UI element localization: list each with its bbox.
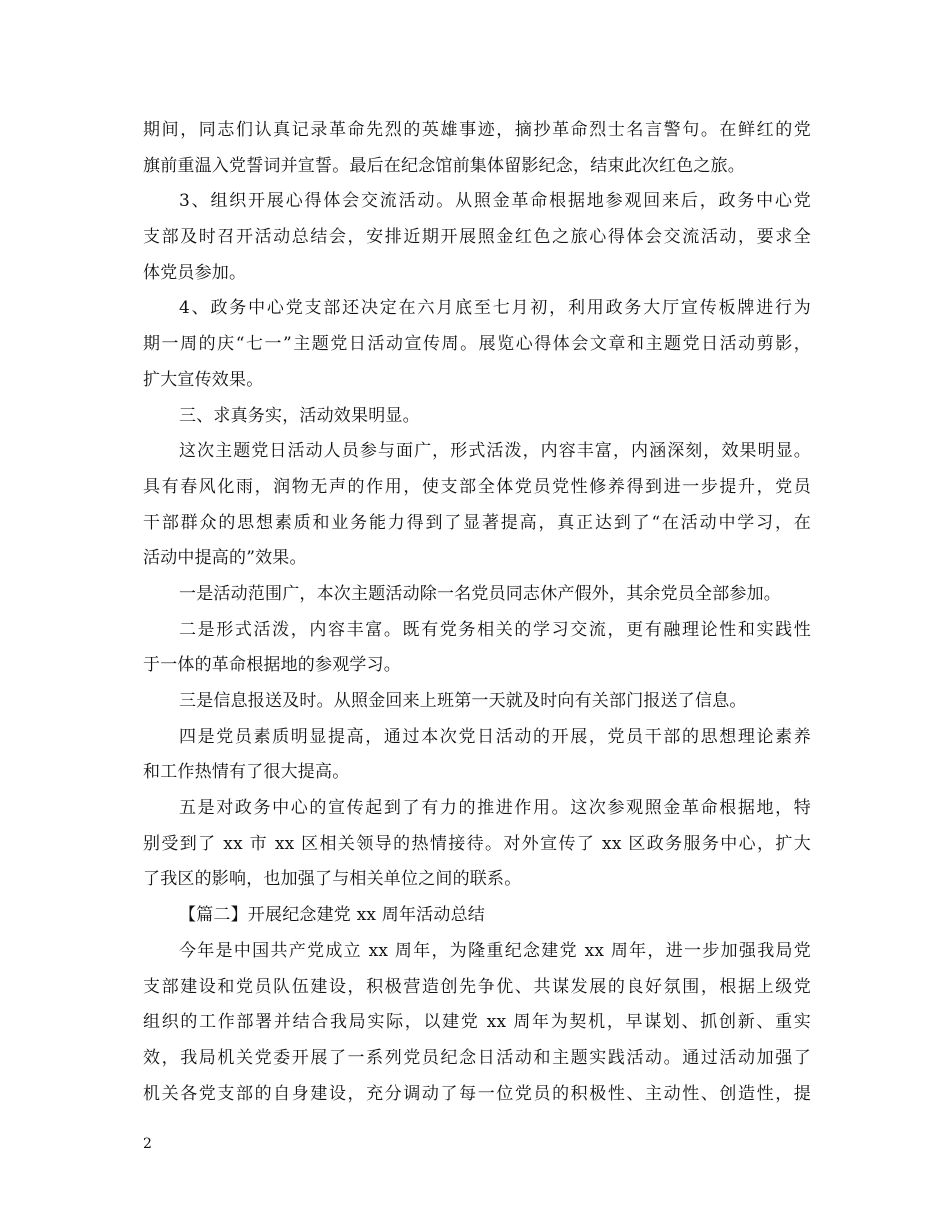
paragraph-start-line: 3、组织开展心得体会交流活动。从照金革命根据地参观回来后，政务中心党 [179,191,811,212]
text-line: 机关各党支部的自身建设，充分调动了每一位党员的积极性、主动性、创造性，提 [143,1083,811,1104]
paragraph-start-line: 一是活动范围广，本次主题活动除一名党员同志休产假外，其余党员全部参加。 [179,583,781,604]
text-line: 具有春风化雨，润物无声的作用，使支部全体党员党性修养得到进一步提升，党员 [143,476,811,497]
text-line: 了我区的影响，也加强了与相关单位之间的联系。 [143,869,522,890]
text-line: 于一体的革命根据地的参观学习。 [143,655,401,676]
text-line: 干部群众的思想素质和业务能力得到了显著提高，真正达到了“在活动中学习，在 [143,512,811,533]
text-line: 活动中提高的”效果。 [143,548,307,569]
text-line: 期间，同志们认真记录革命先烈的英雄事迹，摘抄革命烈士名言警句。在鲜红的党 [143,120,811,140]
paragraph-start-line: 五是对政务中心的宣传起到了有力的推进作用。这次参观照金革命根据地，特 [179,798,811,819]
paragraph-start-line: 二是形式活泼，内容丰富。既有党务相关的学习交流，更有融理论性和实践性 [179,619,811,640]
text-line: 期一周的庆“七一”主题党日活动宣传周。展览心得体会文章和主题党日活动剪影， [143,334,811,355]
text-line: 支部及时召开活动总结会，安排近期开展照金红色之旅心得体会交流活动，要求全 [143,227,811,248]
text-line: 旗前重温入党誓词并宣誓。最后在纪念馆前集体留影纪念，结束此次红色之旅。 [143,155,745,176]
paragraph-start-line: 今年是中国共产党成立 xx 周年，为隆重纪念建党 xx 周年，进一步加强我局党 [179,940,811,961]
section-heading: 三、求真务实，活动效果明显。 [179,405,420,426]
text-line: 组织的工作部署并结合我局实际，以建党 xx 周年为契机，早谋划、抓创新、重实 [143,1012,811,1033]
text-line: 和工作热情有了很大提高。 [143,762,350,783]
text-line: 支部建设和党员队伍建设，积极营造创先争优、共谋发展的良好氛围，根据上级党 [143,976,811,997]
text-line: 体党员参加。 [143,262,247,283]
document-body [143,113,811,1112]
paragraph-start-line: 这次主题党日活动人员参与面广，形式活泼，内容丰富，内涵深刻，效果明显。 [179,441,811,462]
paragraph-start-line: 4、政务中心党支部还决定在六月底至七月初，利用政务大厅宣传板牌进行为 [179,298,811,319]
page-number: 2 [143,1136,152,1152]
text-line: 效，我局机关党委开展了一系列党员纪念日活动和主题实践活动。通过活动加强了 [143,1047,811,1068]
paragraph-start-line: 三是信息报送及时。从照金回来上班第一天就及时向有关部门报送了信息。 [179,691,747,711]
text-line: 扩大宣传效果。 [143,369,264,390]
paragraph-start-line: 四是党员素质明显提高，通过本次党日活动的开展，党员干部的思想理论素养 [179,726,811,747]
section-heading: 【篇二】开展纪念建党 xx 周年活动总结 [179,905,485,926]
text-line: 别受到了 xx 市 xx 区相关领导的热情接待。对外宣传了 xx 区政务服务中心，扩大 [143,833,811,854]
